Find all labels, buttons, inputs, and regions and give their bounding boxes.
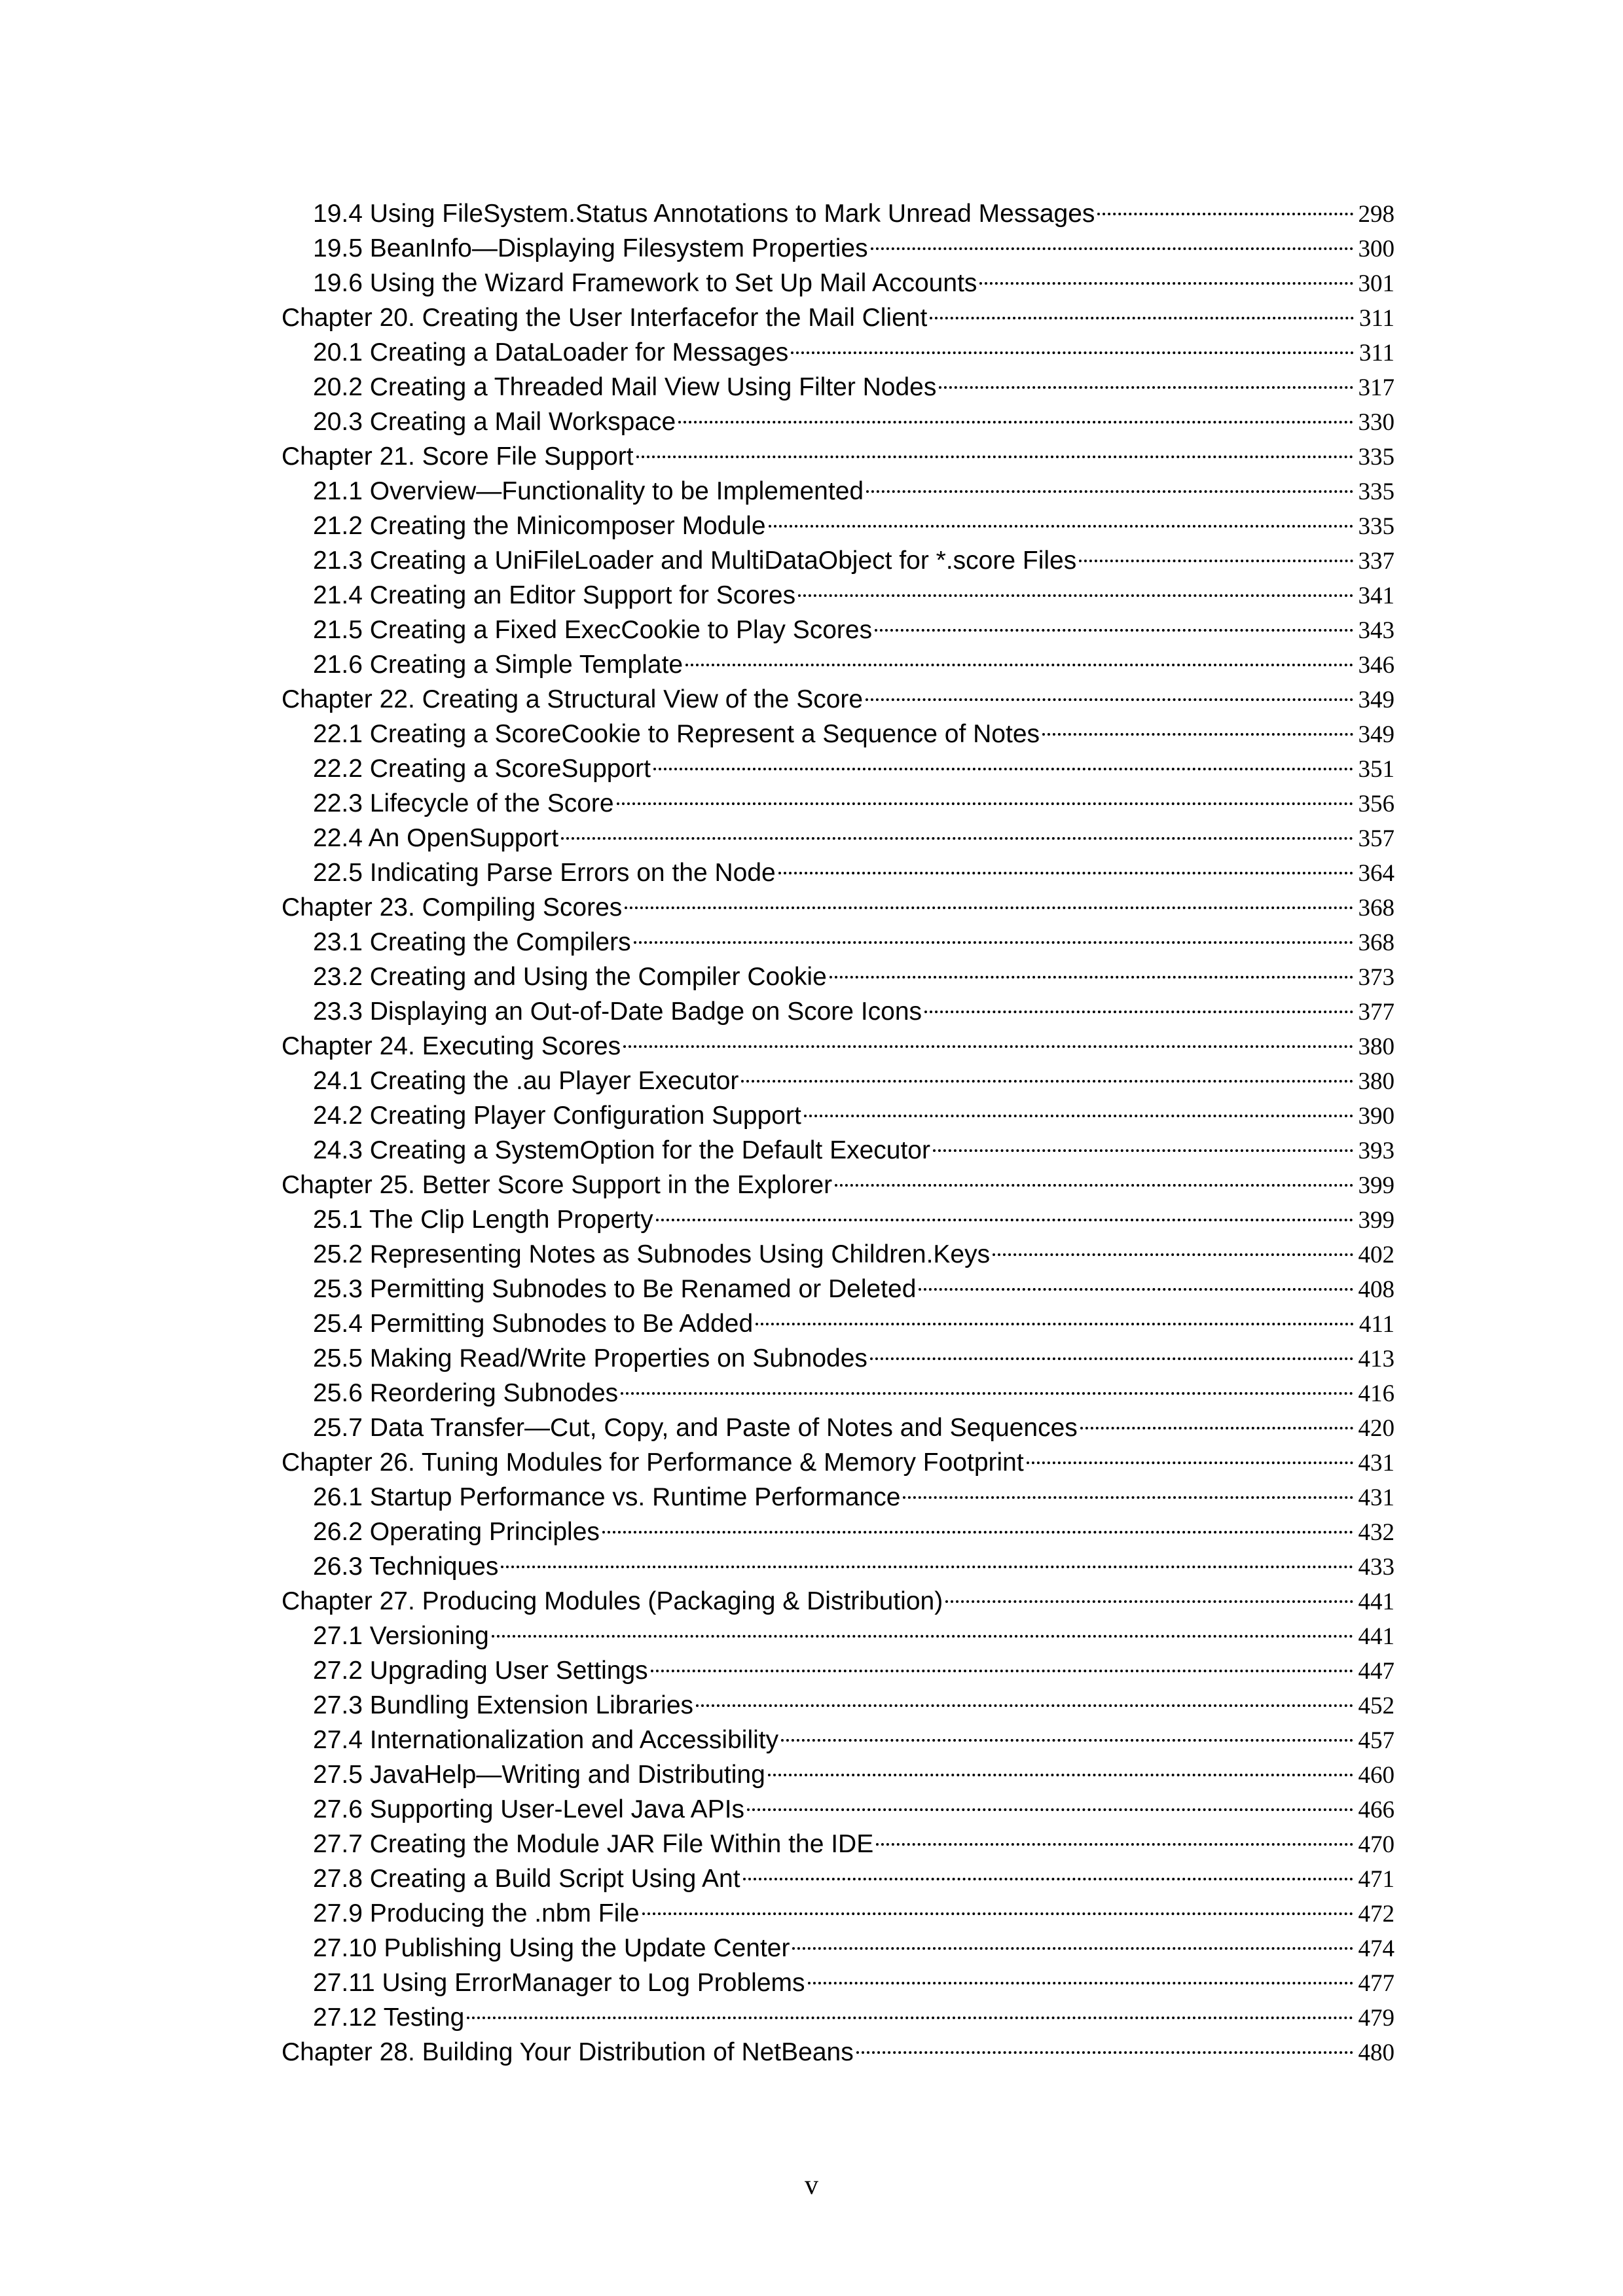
dot-leader	[1097, 213, 1353, 215]
dot-leader	[656, 1219, 1353, 1221]
toc-section-entry[interactable]	[282, 1757, 1395, 1792]
toc-entry-title: 21.5 Creating a Fixed ExecCookie to Play Scores	[313, 616, 873, 644]
toc-chapter-entry[interactable]	[282, 439, 1395, 474]
dot-leader	[792, 1947, 1353, 1950]
dot-leader	[651, 1670, 1353, 1672]
toc-entry-page-number: 364	[1358, 860, 1395, 887]
toc-entry-title: 27.6 Supporting User-Level Java APIs	[313, 1795, 745, 1823]
toc-entry-title: 22.5 Indicating Parse Errors on the Node	[313, 859, 776, 887]
toc-entry-page-number: 356	[1358, 791, 1395, 817]
toc-section-entry[interactable]	[282, 509, 1395, 543]
toc-entry-page-number: 408	[1358, 1276, 1395, 1303]
dot-leader	[743, 1878, 1353, 1880]
toc-entry-title: 26.3 Techniques	[313, 1552, 499, 1581]
dot-leader	[617, 802, 1353, 805]
toc-chapter-entry[interactable]	[282, 1029, 1395, 1064]
toc-entry-title: 27.11 Using ErrorManager to Log Problems	[313, 1969, 805, 1997]
toc-section-entry[interactable]	[282, 1827, 1395, 1861]
toc-section-entry[interactable]	[282, 1480, 1395, 1515]
toc-entry-page-number: 479	[1358, 2005, 1395, 2032]
toc-entry-title: 27.10 Publishing Using the Update Center	[313, 1934, 790, 1962]
toc-entry-page-number: 335	[1358, 444, 1395, 471]
toc-entry-title: 22.2 Creating a ScoreSupport	[313, 755, 651, 783]
toc-entry-page-number: 471	[1358, 1866, 1395, 1893]
toc-entry-title: 19.6 Using the Wizard Framework to Set Up Mail Accounts	[313, 269, 977, 297]
toc-entry-title: Chapter 28. Building Your Distribution of NetBeans	[282, 2038, 854, 2066]
toc-entry-title: Chapter 23. Compiling Scores	[282, 893, 623, 922]
toc-entry-title: 25.3 Permitting Subnodes to Be Renamed or Deleted	[313, 1275, 917, 1303]
toc-entry-title: Chapter 21. Score File Support	[282, 442, 634, 471]
toc-entry-page-number: 411	[1359, 1311, 1395, 1338]
dot-leader	[903, 1496, 1353, 1499]
toc-entry-title: 21.1 Overview—Functionality to be Implemented	[313, 477, 864, 505]
toc-entry-page-number: 301	[1358, 270, 1395, 297]
toc-entry-page-number: 368	[1358, 929, 1395, 956]
toc-section-entry[interactable]	[282, 751, 1395, 786]
toc-entry-title: 21.3 Creating a UniFileLoader and MultiDataObject for *.score Files	[313, 547, 1077, 575]
dot-leader	[870, 1357, 1353, 1360]
toc-entry-page-number: 399	[1358, 1207, 1395, 1234]
toc-entry-title: 27.3 Bundling Extension Libraries	[313, 1691, 694, 1719]
toc-section-entry[interactable]	[282, 1515, 1395, 1549]
dot-leader	[871, 247, 1353, 250]
toc-entry-page-number: 373	[1358, 964, 1395, 991]
toc-section-entry[interactable]	[282, 231, 1395, 266]
toc-section-entry[interactable]	[282, 613, 1395, 647]
dot-leader	[1027, 1462, 1353, 1464]
toc-entry-title: Chapter 27. Producing Modules (Packaging & Distribution)	[282, 1587, 943, 1615]
toc-section-entry[interactable]	[282, 1723, 1395, 1757]
toc-entry-title: 22.1 Creating a ScoreCookie to Represent a Sequence of Notes	[313, 720, 1040, 748]
toc-entry-title: 23.3 Displaying an Out-of-Date Badge on Score Icons	[313, 997, 922, 1026]
dot-leader	[642, 1912, 1353, 1915]
toc-entry-page-number: 433	[1358, 1554, 1395, 1581]
toc-entry-title: 25.6 Reordering Subnodes	[313, 1379, 619, 1407]
toc-section-entry[interactable]	[282, 335, 1395, 370]
toc-entry-title: 21.6 Creating a Simple Template	[313, 651, 684, 679]
toc-chapter-entry[interactable]	[282, 682, 1395, 717]
dot-leader	[919, 1288, 1353, 1291]
toc-entry-title: 27.1 Versioning	[313, 1622, 489, 1650]
dot-leader	[781, 1739, 1353, 1742]
toc-entry-page-number: 311	[1359, 305, 1395, 332]
toc-entry-page-number: 368	[1358, 895, 1395, 922]
dot-leader	[808, 1982, 1353, 1984]
toc-section-entry[interactable]	[282, 1202, 1395, 1237]
dot-leader	[778, 872, 1353, 874]
toc-section-entry[interactable]	[282, 1064, 1395, 1098]
toc-section-entry[interactable]	[282, 821, 1395, 855]
toc-section-entry[interactable]	[282, 717, 1395, 751]
toc-section-entry[interactable]	[282, 994, 1395, 1029]
dot-leader	[945, 1600, 1353, 1603]
toc-section-entry[interactable]	[282, 370, 1395, 404]
dot-leader	[1079, 560, 1353, 562]
toc-entry-title: 21.2 Creating the Minicomposer Module	[313, 512, 766, 540]
dot-leader	[933, 1149, 1353, 1152]
toc-entry-title: Chapter 22. Creating a Structural View of the Score	[282, 685, 864, 713]
toc-entry-title: 27.4 Internationalization and Accessibility	[313, 1726, 779, 1754]
toc-section-entry[interactable]	[282, 1688, 1395, 1723]
toc-chapter-entry[interactable]	[282, 1168, 1395, 1202]
dot-leader	[623, 1045, 1353, 1048]
toc-section-entry[interactable]	[282, 543, 1395, 578]
dot-leader	[621, 1392, 1353, 1395]
dot-leader	[501, 1566, 1353, 1568]
toc-entry-page-number: 298	[1358, 201, 1395, 228]
toc-entry-page-number: 431	[1358, 1484, 1395, 1511]
toc-entry-title: 25.1 The Clip Length Property	[313, 1206, 653, 1234]
toc-entry-title: 23.1 Creating the Compilers	[313, 928, 631, 956]
dot-leader	[636, 456, 1353, 458]
dot-leader	[768, 1774, 1353, 1776]
toc-entry-title: 27.5 JavaHelp—Writing and Distributing	[313, 1761, 765, 1789]
toc-chapter-entry[interactable]	[282, 890, 1395, 925]
toc-entry-page-number: 416	[1358, 1380, 1395, 1407]
dot-leader	[1042, 733, 1353, 736]
dot-leader	[696, 1704, 1353, 1707]
toc-section-entry[interactable]	[282, 1861, 1395, 1896]
toc-entry-page-number: 390	[1358, 1103, 1395, 1130]
toc-entry-page-number: 377	[1358, 999, 1395, 1026]
toc-entry-page-number: 335	[1358, 478, 1395, 505]
toc-entry-title: 24.2 Creating Player Configuration Support	[313, 1102, 801, 1130]
toc-entry-page-number: 447	[1358, 1658, 1395, 1685]
toc-entry-title: 27.8 Creating a Build Script Using Ant	[313, 1865, 740, 1893]
toc-section-entry[interactable]	[282, 1237, 1395, 1272]
toc-section-entry[interactable]	[282, 1653, 1395, 1688]
dot-leader	[866, 490, 1353, 493]
toc-chapter-entry[interactable]	[282, 1445, 1395, 1480]
dot-leader	[804, 1115, 1353, 1117]
toc-entry-title: 25.7 Data Transfer—Cut, Copy, and Paste of Notes and Sequences	[313, 1414, 1078, 1442]
toc-entry-page-number: 351	[1358, 756, 1395, 783]
toc-entry-page-number: 460	[1358, 1762, 1395, 1789]
dot-leader	[467, 2017, 1353, 2019]
dot-leader	[856, 2051, 1353, 2054]
toc-entry-title: 22.4 An OpenSupport	[313, 824, 559, 852]
toc-section-entry[interactable]	[282, 1098, 1395, 1133]
dot-leader	[866, 698, 1353, 701]
toc-entry-page-number: 330	[1358, 409, 1395, 436]
table-of-contents	[282, 196, 1395, 2070]
toc-entry-page-number: 300	[1358, 236, 1395, 262]
page-number-folio: v	[805, 2170, 818, 2200]
toc-section-entry[interactable]	[282, 925, 1395, 960]
toc-entry-page-number: 399	[1358, 1172, 1395, 1199]
toc-section-entry[interactable]	[282, 1306, 1395, 1341]
dot-leader	[769, 525, 1353, 528]
toc-entry-page-number: 472	[1358, 1901, 1395, 1928]
dot-leader	[1080, 1427, 1353, 1429]
dot-leader	[625, 906, 1353, 909]
toc-entry-title: Chapter 24. Executing Scores	[282, 1032, 621, 1060]
toc-chapter-entry[interactable]	[282, 2035, 1395, 2070]
toc-section-entry[interactable]	[282, 1341, 1395, 1376]
dot-leader	[602, 1531, 1353, 1534]
toc-entry-page-number: 335	[1358, 513, 1395, 540]
toc-entry-page-number: 346	[1358, 652, 1395, 679]
toc-section-entry[interactable]	[282, 1549, 1395, 1584]
toc-entry-page-number: 343	[1358, 617, 1395, 644]
toc-entry-page-number: 349	[1358, 687, 1395, 713]
toc-entry-title: Chapter 26. Tuning Modules for Performance & Memory Footprint	[282, 1448, 1024, 1477]
dot-leader	[653, 768, 1353, 770]
toc-section-entry[interactable]	[282, 1133, 1395, 1168]
toc-entry-title: 25.4 Permitting Subnodes to Be Added	[313, 1310, 754, 1338]
dot-leader	[634, 941, 1353, 944]
toc-entry-title: 24.1 Creating the .au Player Executor	[313, 1067, 739, 1095]
dot-leader	[741, 1080, 1353, 1083]
toc-section-entry[interactable]	[282, 1619, 1395, 1653]
dot-leader	[756, 1323, 1354, 1325]
toc-entry-page-number: 432	[1358, 1519, 1395, 1546]
toc-entry-page-number: 380	[1358, 1033, 1395, 1060]
toc-entry-page-number: 474	[1358, 1935, 1395, 1962]
toc-entry-title: 27.9 Producing the .nbm File	[313, 1899, 640, 1928]
toc-entry-page-number: 349	[1358, 721, 1395, 748]
toc-chapter-entry[interactable]	[282, 1584, 1395, 1619]
toc-section-entry[interactable]	[282, 266, 1395, 300]
toc-entry-page-number: 480	[1358, 2039, 1395, 2066]
toc-entry-title: 20.3 Creating a Mail Workspace	[313, 408, 676, 436]
toc-entry-title: 20.1 Creating a DataLoader for Messages	[313, 338, 789, 367]
dot-leader	[561, 837, 1353, 840]
toc-section-entry[interactable]	[282, 855, 1395, 890]
toc-entry-page-number: 311	[1359, 340, 1395, 367]
toc-section-entry[interactable]	[282, 2000, 1395, 2035]
toc-entry-title: 23.2 Creating and Using the Compiler Cookie	[313, 963, 827, 991]
toc-entry-title: 25.2 Representing Notes as Subnodes Using Children.Keys	[313, 1240, 991, 1268]
toc-entry-page-number: 341	[1358, 583, 1395, 609]
dot-leader	[993, 1253, 1353, 1256]
toc-entry-title: 26.2 Operating Principles	[313, 1518, 600, 1546]
toc-entry-title: 27.12 Testing	[313, 2003, 465, 2032]
toc-entry-page-number: 413	[1358, 1346, 1395, 1372]
toc-entry-page-number: 431	[1358, 1450, 1395, 1477]
toc-entry-page-number: 441	[1358, 1623, 1395, 1650]
dot-leader	[798, 594, 1353, 597]
toc-entry-page-number: 357	[1358, 825, 1395, 852]
dot-leader	[835, 1184, 1353, 1187]
toc-section-entry[interactable]	[282, 1792, 1395, 1827]
toc-entry-page-number: 477	[1358, 1970, 1395, 1997]
toc-section-entry[interactable]	[282, 1931, 1395, 1965]
toc-section-entry[interactable]	[282, 960, 1395, 994]
dot-leader	[678, 421, 1353, 423]
toc-section-entry[interactable]	[282, 647, 1395, 682]
dot-leader	[875, 629, 1353, 632]
toc-entry-title: 20.2 Creating a Threaded Mail View Using Filter Nodes	[313, 373, 937, 401]
dot-leader	[685, 664, 1353, 666]
toc-entry-page-number: 380	[1358, 1068, 1395, 1095]
toc-section-entry[interactable]	[282, 1965, 1395, 2000]
toc-entry-page-number: 470	[1358, 1831, 1395, 1858]
toc-entry-page-number: 317	[1358, 374, 1395, 401]
toc-section-entry[interactable]	[282, 1896, 1395, 1931]
toc-section-entry[interactable]	[282, 1410, 1395, 1445]
dot-leader	[791, 351, 1354, 354]
toc-entry-page-number: 457	[1358, 1727, 1395, 1754]
toc-section-entry[interactable]	[282, 474, 1395, 509]
dot-leader	[939, 386, 1353, 389]
toc-entry-title: 24.3 Creating a SystemOption for the Default Executor	[313, 1136, 930, 1164]
toc-entry-page-number: 393	[1358, 1138, 1395, 1164]
toc-section-entry[interactable]	[282, 404, 1395, 439]
toc-section-entry[interactable]	[282, 578, 1395, 613]
toc-entry-title: 19.4 Using FileSystem.Status Annotations to Mark Unread Messages	[313, 200, 1095, 228]
toc-entry-page-number: 466	[1358, 1797, 1395, 1823]
toc-entry-title: 19.5 BeanInfo—Displaying Filesystem Properties	[313, 234, 868, 262]
toc-entry-page-number: 452	[1358, 1693, 1395, 1719]
toc-entry-title: 27.7 Creating the Module JAR File Within the IDE	[313, 1830, 874, 1858]
toc-entry-title: 27.2 Upgrading User Settings	[313, 1657, 648, 1685]
toc-section-entry[interactable]	[282, 1272, 1395, 1306]
toc-entry-page-number: 402	[1358, 1242, 1395, 1268]
toc-entry-title: 21.4 Creating an Editor Support for Scores	[313, 581, 796, 609]
toc-chapter-entry[interactable]	[282, 300, 1395, 335]
toc-entry-page-number: 337	[1358, 548, 1395, 575]
dot-leader	[747, 1808, 1353, 1811]
dot-leader	[979, 282, 1353, 285]
dot-leader	[492, 1635, 1353, 1638]
toc-entry-title: 22.3 Lifecycle of the Score	[313, 789, 614, 817]
toc-entry-title: 26.1 Startup Performance vs. Runtime Performance	[313, 1483, 901, 1511]
toc-entry-page-number: 420	[1358, 1415, 1395, 1442]
dot-leader	[830, 976, 1353, 978]
toc-section-entry[interactable]	[282, 786, 1395, 821]
toc-section-entry[interactable]	[282, 1376, 1395, 1410]
toc-entry-title: 25.5 Making Read/Write Properties on Subnodes	[313, 1344, 867, 1372]
toc-section-entry[interactable]	[282, 196, 1395, 231]
dot-leader	[924, 1011, 1353, 1013]
toc-entry-page-number: 441	[1358, 1588, 1395, 1615]
toc-entry-title: Chapter 20. Creating the User Interfacefor the Mail Client	[282, 304, 928, 332]
toc-entry-title: Chapter 25. Better Score Support in the Explorer	[282, 1171, 833, 1199]
dot-leader	[876, 1843, 1353, 1846]
dot-leader	[930, 317, 1354, 319]
